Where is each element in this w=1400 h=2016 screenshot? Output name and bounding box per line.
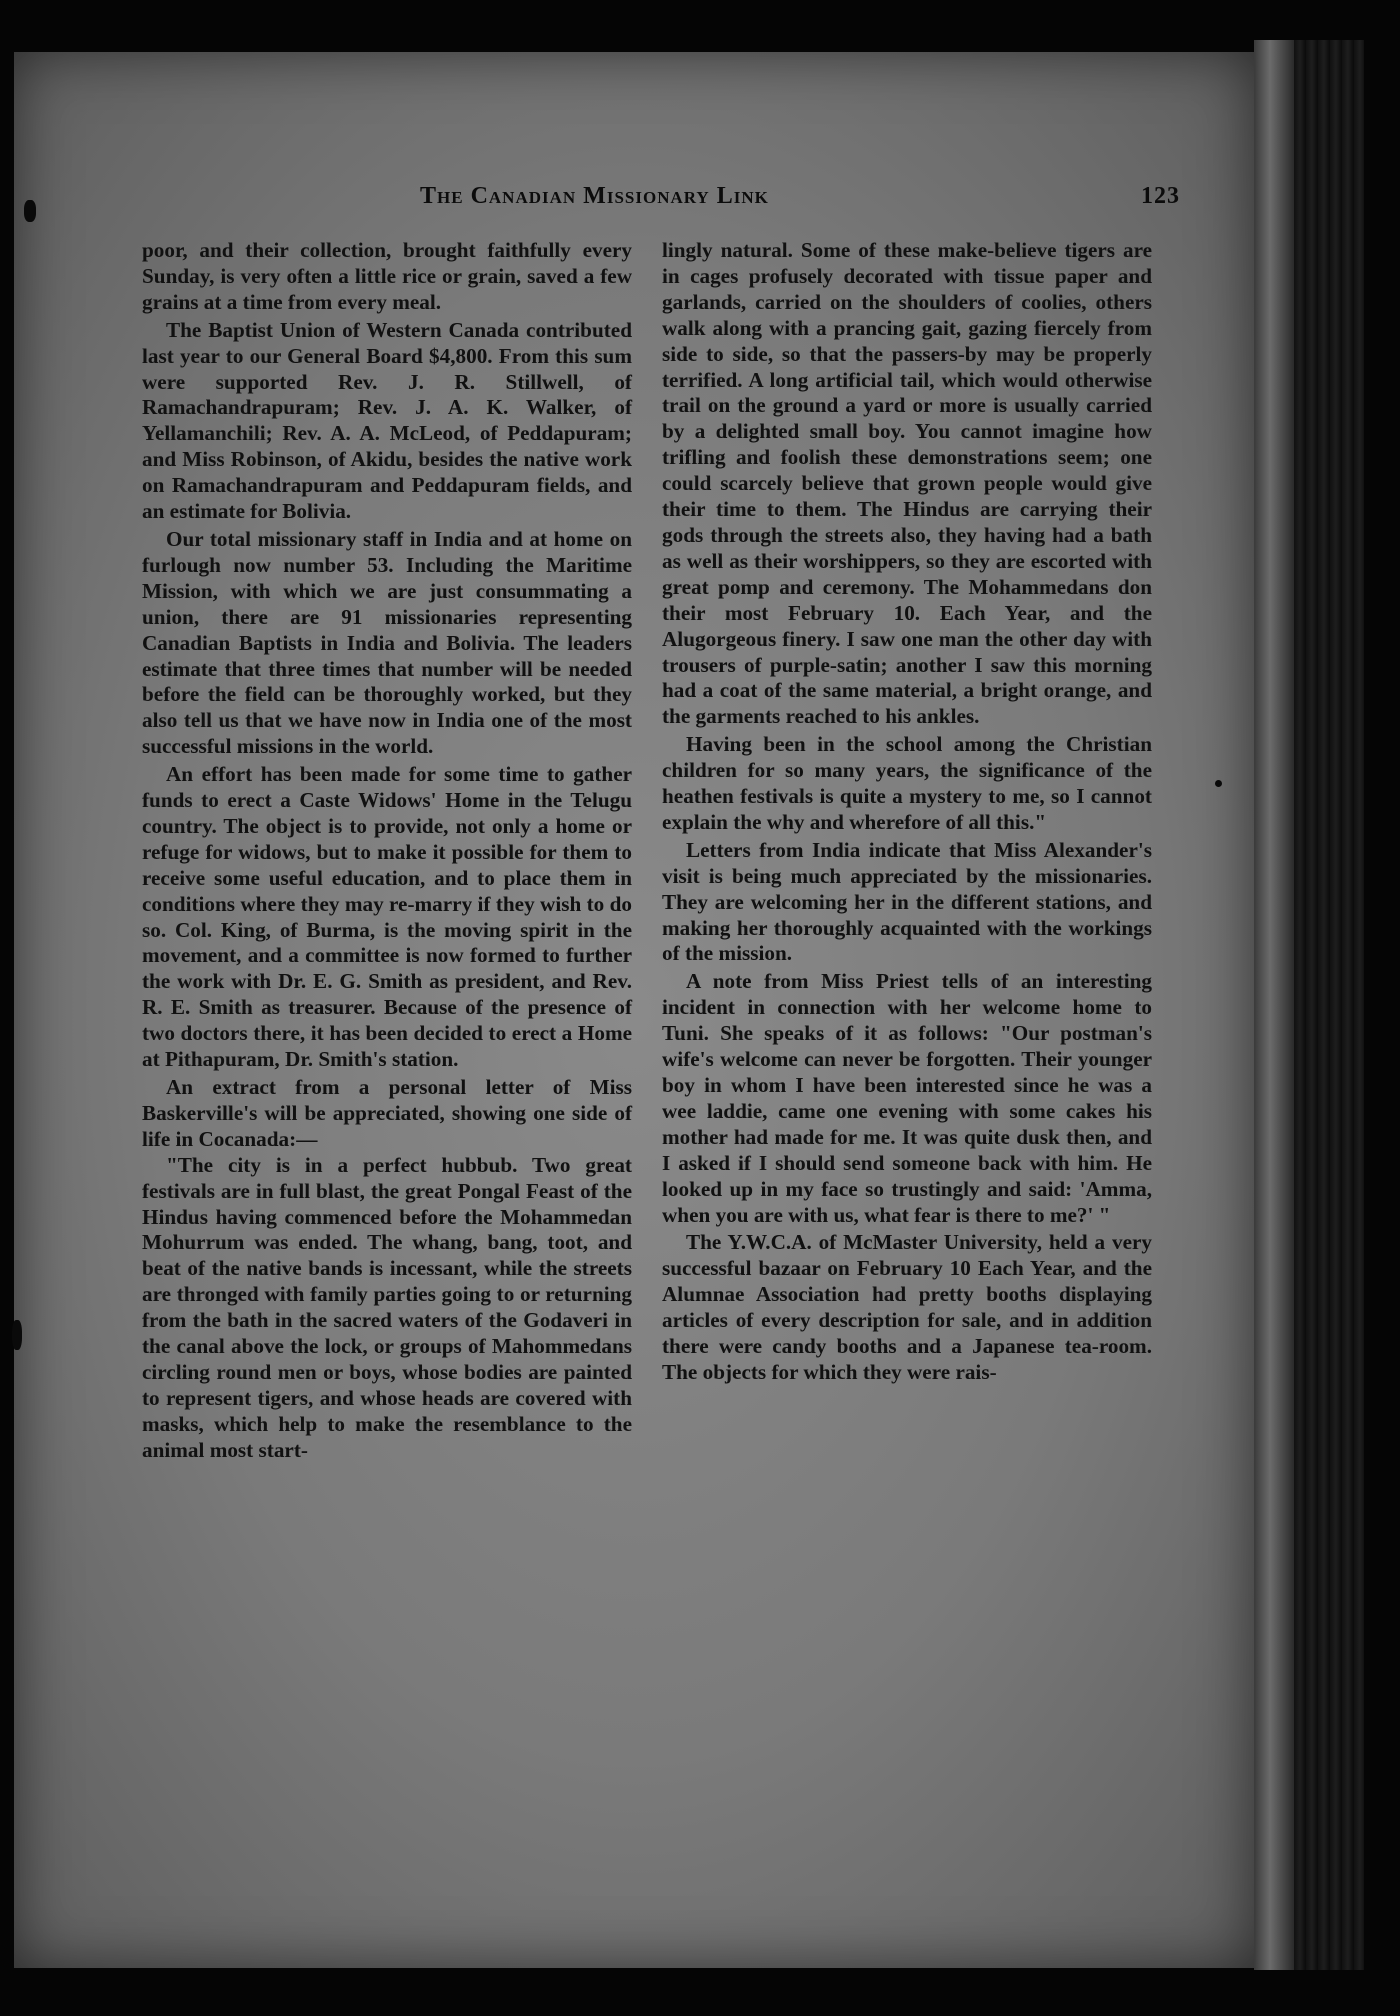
ink-speck <box>1215 780 1222 787</box>
paragraph: The Y.W.C.A. of McMaster University, held a very successful bazaar on February 10 Each Year, and the Alumnae Association had pretty booths displaying articles of every description for sale, and in addition there were candy booths and a Japanese tea-room. The objects for which they were rais- <box>662 1230 1152 1384</box>
ink-speck <box>24 200 36 222</box>
left-column <box>142 238 632 1464</box>
paragraph: The Baptist Union of Western Canada contributed last year to our General Board $4,800. From this sum were supported Rev. J. R. Stillwell, of Ramachandrapuram; Rev. J. A. K. Walker, of Yellamanchili; Rev. A. A. McLeod, of Peddapuram; and Miss Robinson, of Akidu, besides the native work on Ramachandrapuram and Peddapuram fields, and an estimate for Bolivia. <box>142 317 632 524</box>
paragraph: An effort has been made for some time to gather funds to erect a Caste Widows' Home in the Telugu country. The object is to provide, not only a home or refuge for widows, but to make it possible for them to receive some useful education, and to place them in conditions where they may re-marry if they wish to do so. Col. King, of Burma, is the moving spirit in the movement, and a committee is now formed to further the work with Dr. E. G. Smith as president, and Rev. R. E. Smith as treasurer. Because of the presence of two doctors there, it has been decided to erect a Home at Pithapuram, Dr. Smith's station. <box>142 762 632 1072</box>
page-edge <box>1254 40 1294 1970</box>
book-binding <box>1294 40 1364 1970</box>
paragraph: A note from Miss Priest tells of an interesting incident in connection with her welcome home to Tuni. She speaks of it as follows: "Our postman's wife's welcome can never be forgotten. Their younger boy in whom I have been interested since he was a wee laddie, came one evening with some cakes his mother had made for me. It was quite dusk then, and I asked if I should send someone back with him. He looked up in my face so trustingly and said: 'Amma, when you are with us, what fear is there to me?' " <box>662 969 1152 1227</box>
right-column <box>662 238 1152 1386</box>
paragraph: "The city is in a perfect hubbub. Two great festivals are in full blast, the great Pongal Feast of the Hindus having commenced before the Mohammedan Mohurrum was ended. The whang, bang, toot, and beat of the native bands is incessant, while the streets are thronged with family parties going to or returning from the bath in the sacred waters of the Godaveri in the canal above the lock, or groups of Mahommedans circling round men or boys, whose bodies are painted to represent tigers, and whose heads are covered with masks, which help to make the resemblance to the animal most start- <box>142 1152 632 1462</box>
paragraph: lingly natural. Some of these make-believe tigers are in cages profusely decorated with tissue paper and garlands, carried on the shoulders of coolies, others walk along with a prancing gait, gazing fiercely from side to side, so that the passers-by may be properly terrified. A long artificial tail, which would otherwise trail on the ground a yard or more is usually carried by a delighted small boy. You cannot imagine how trifling and foolish these demonstrations seem; one could scarcely believe that grown people would give their time to them. The Hindus are carrying their gods through the streets also, they having had a bath as well as their worshippers, so they are escorted with great pomp and ceremony. The Mohammedans don their most February 10. Each Year, and the Alugorgeous finery. I saw one man the other day with trousers of purple-satin; another I saw this morning had a coat of the same material, a bright orange, and the garments reached to his ankles. <box>662 238 1152 729</box>
running-title: The Canadian Missionary Link <box>420 183 769 209</box>
paragraph: Letters from India indicate that Miss Alexander's visit is being much appreciated by the missionaries. They are welcoming her in the different stations, and making her thoroughly acquainted with the workings of the mission. <box>662 837 1152 966</box>
paragraph: Our total missionary staff in India and at home on furlough now number 53. Including the Maritime Mission, with which we are just consummating a union, there are 91 missionaries representing Canadian Baptists in India and Bolivia. The leaders estimate that three times that number will be needed before the field can be thoroughly worked, but they also tell us that we have now in India one of the most successful missions in the world. <box>142 526 632 759</box>
ink-speck <box>12 1320 22 1350</box>
page-number: 123 <box>1141 183 1180 209</box>
paragraph: Having been in the school among the Christian children for so many years, the significance of the heathen festivals is quite a mystery to me, so I cannot explain the why and wherefore of all this." <box>662 732 1152 834</box>
paragraph: poor, and their collection, brought faithfully every Sunday, is very often a little rice or grain, saved a few grains at a time from every meal. <box>142 238 632 314</box>
paragraph: An extract from a personal letter of Miss Baskerville's will be appreciated, showing one side of life in Cocanada:— <box>142 1075 632 1151</box>
